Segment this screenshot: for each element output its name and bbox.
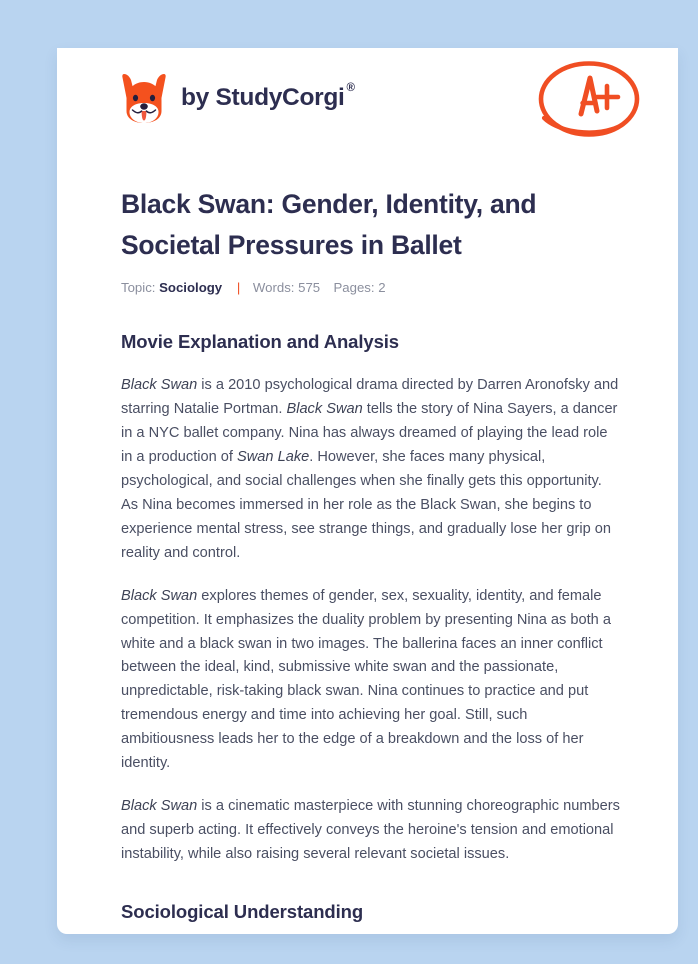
text-run: tells the story of Nina Sayers, a dancer in a NYC ballet company. Nina has always dreamed of playing the lead role in a production of xyxy=(121,401,618,466)
italic-title: Black Swan xyxy=(121,587,198,604)
a-plus-circle-icon xyxy=(534,56,644,144)
text-run: . However, she faces many physical, psychological, and social challenges when she finally gets this opportunity. As Nina becomes immersed in her role as the Black Swan, she begins to experience mental stress, see strange things, and gradually lose her grip on reality and control. xyxy=(121,449,611,561)
meta-topic-value[interactable]: Sociology xyxy=(159,279,223,295)
brand-prefix: by xyxy=(181,83,216,111)
text-run: is a 2010 psychological drama directed by Darren Aronofsky and starring Natalie Portman. xyxy=(121,377,619,418)
meta-words-value: 575 xyxy=(298,279,321,295)
masthead xyxy=(121,48,621,170)
section-heading: Sociological Understanding xyxy=(121,900,364,922)
brand-wordmark xyxy=(181,81,355,111)
italic-title: Black Swan xyxy=(286,401,363,418)
italic-title: Black Swan xyxy=(121,798,198,815)
body-paragraph xyxy=(121,795,621,867)
brand-name: StudyCorgi xyxy=(215,83,345,111)
document-body xyxy=(121,329,621,924)
text-run: explores themes of gender, sex, sexuality, identity, and female competition. It emphasizes the duality problem by presenting Nina as both a white and a black swan in two images. The ballerina faces an inner conflict between the ideal, kind, submissive white swan and the passionate, unpredictable, risk-taking black swan. Nina continues to practice and put tremendous energy and time into achieving her goal. Still, such ambitiousness leads her to the edge of a breakdown and the loss of her identity. xyxy=(121,587,611,772)
page-title: Black Swan: Gender, Identity, and Societal Pressures in Ballet xyxy=(121,189,537,261)
document-meta xyxy=(121,278,621,298)
italic-title: Black Swan xyxy=(121,377,198,394)
meta-topic-label: Topic: xyxy=(121,279,156,295)
body-paragraph xyxy=(121,374,621,565)
brand-logo-link[interactable] xyxy=(121,72,353,124)
meta-pages-value: 2 xyxy=(378,279,386,295)
meta-separator: | xyxy=(236,279,241,295)
text-run: is a cinematic masterpiece with stunning choreographic numbers and superb acting. It effectively conveys the heroine's tension and emotional instability, while also raising several relevant societal issues. xyxy=(121,798,620,862)
registered-trademark-icon: ® xyxy=(346,81,355,94)
body-paragraph xyxy=(121,585,621,776)
meta-pages-label: Pages: xyxy=(333,279,375,295)
meta-words-label: Words: xyxy=(252,279,295,295)
italic-title: Swan Lake xyxy=(237,449,310,466)
corgi-face-icon xyxy=(121,72,167,124)
document-content xyxy=(121,48,621,925)
section-heading: Movie Explanation and Analysis xyxy=(121,331,399,353)
document-sheet xyxy=(57,48,678,934)
